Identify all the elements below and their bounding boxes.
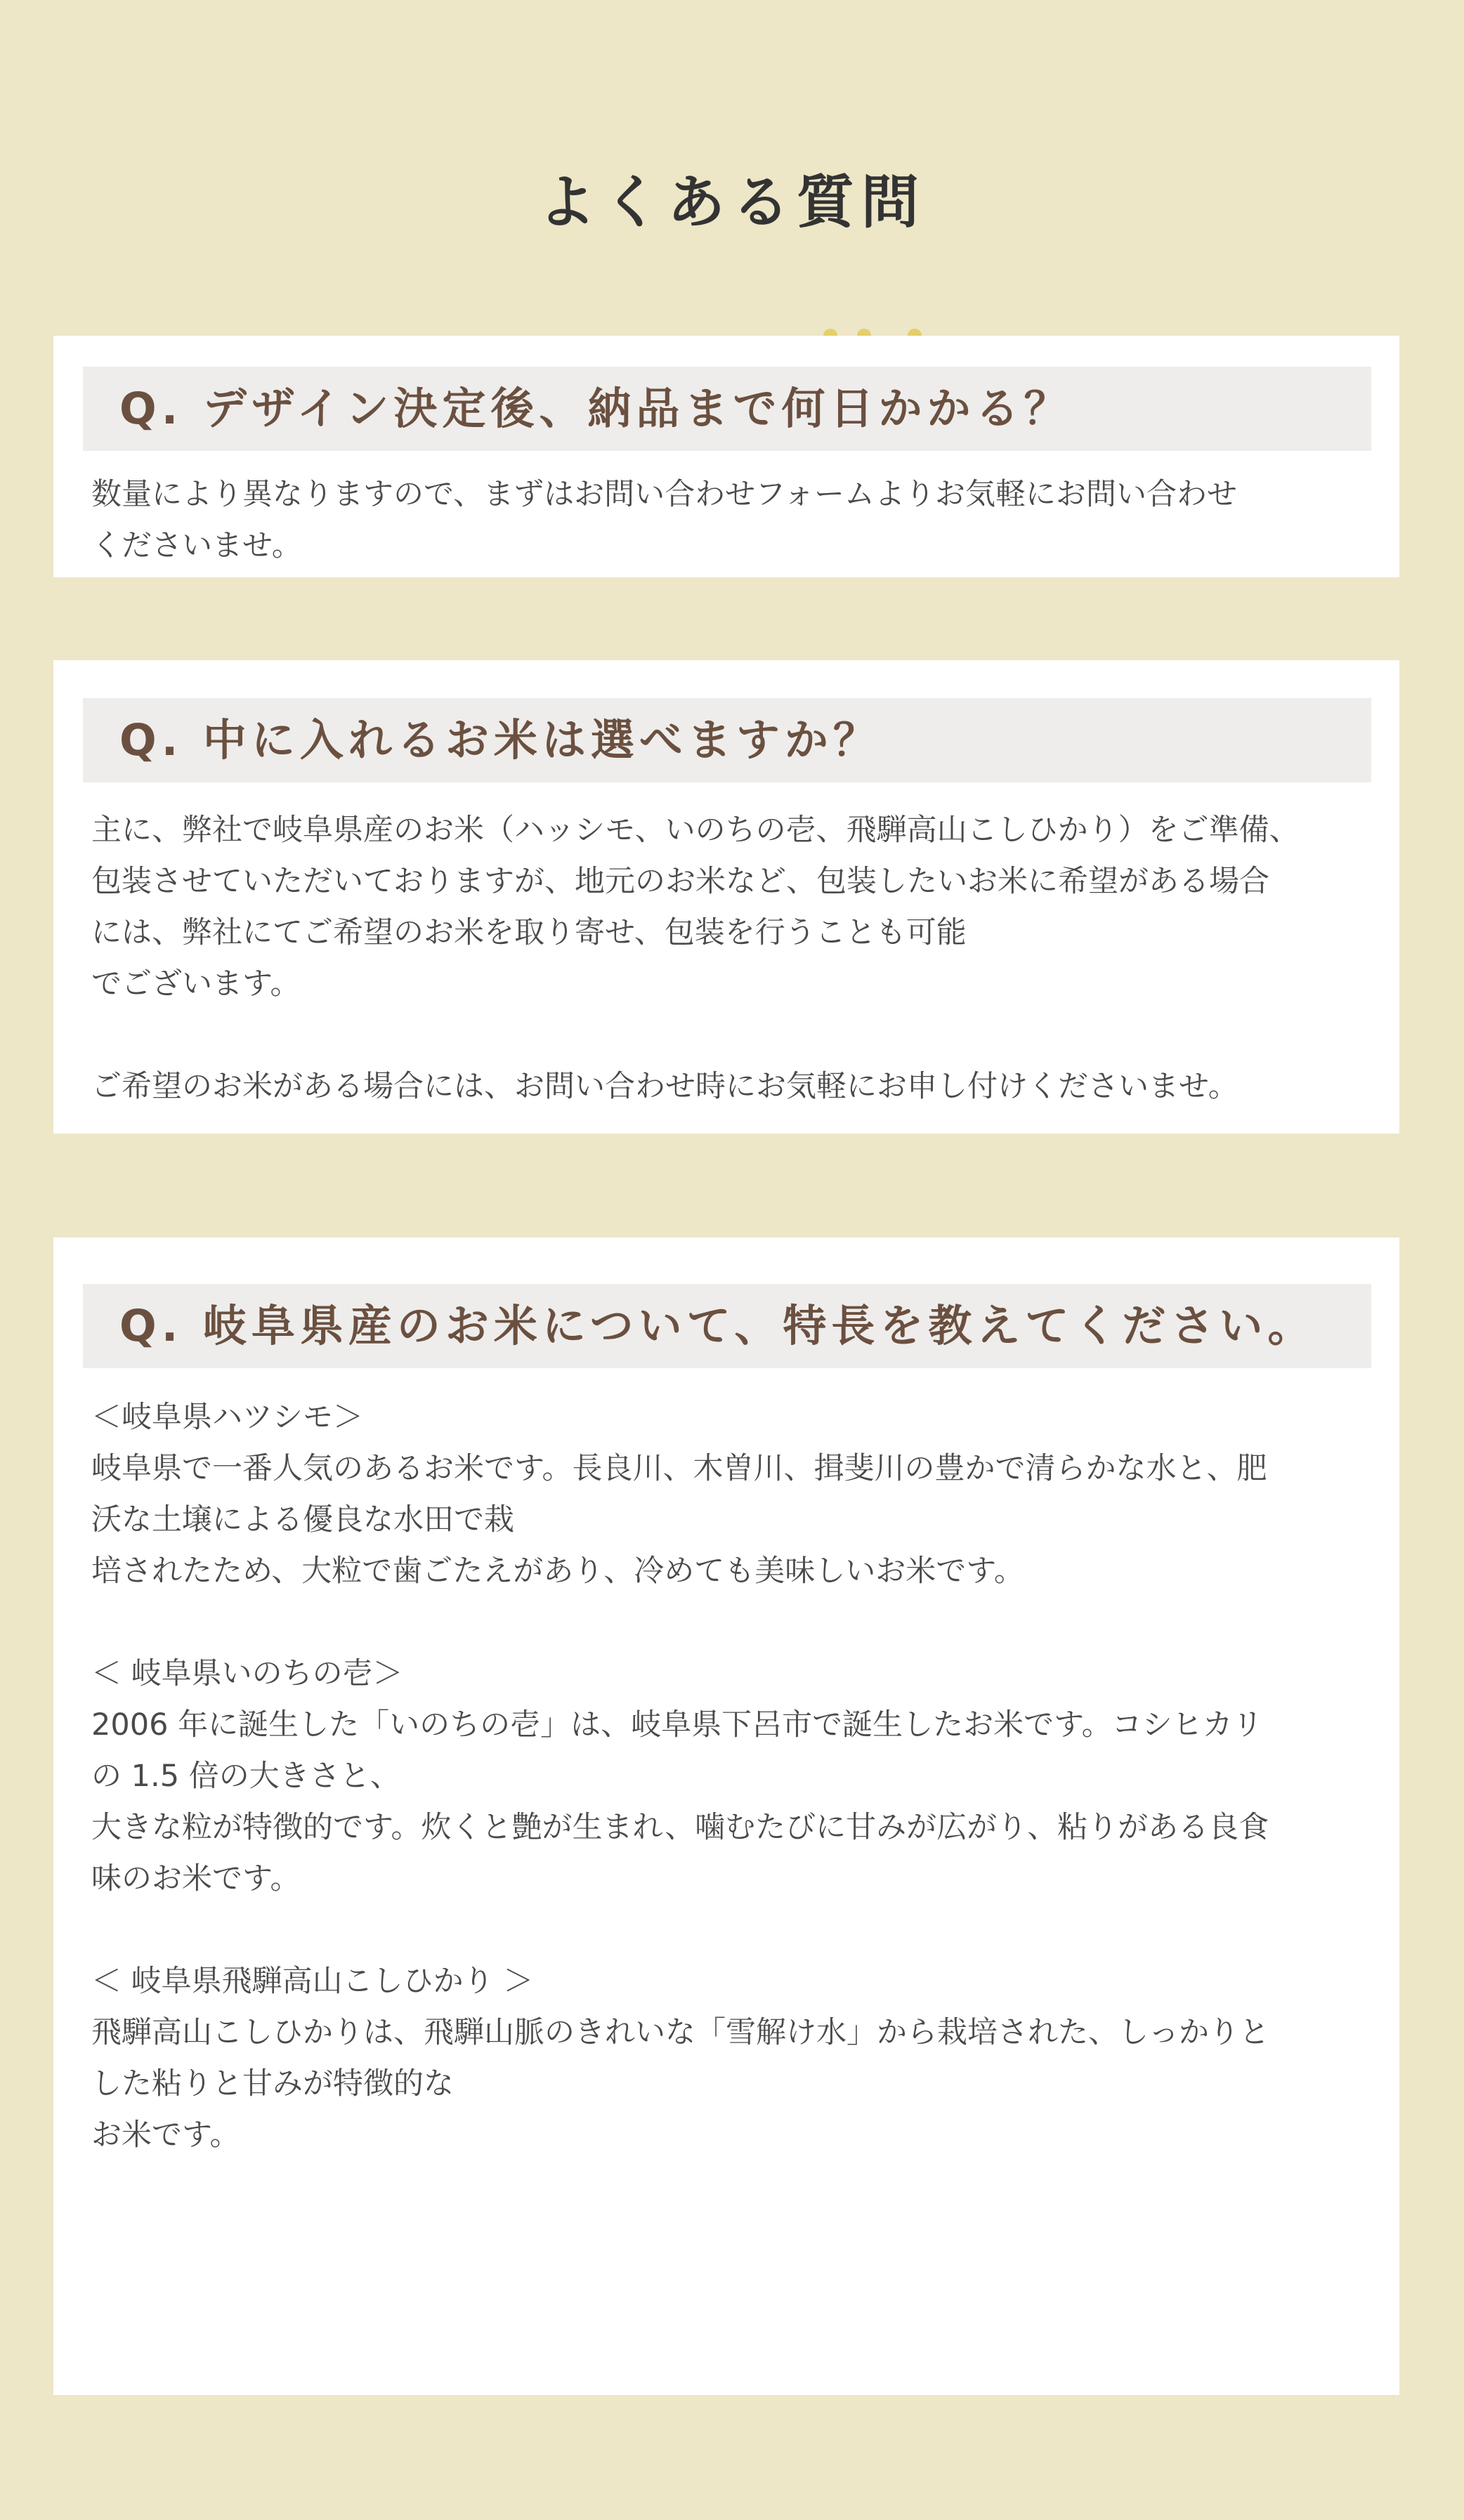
answer-text: [91, 1392, 1377, 2161]
answer-line: 飛騨高山こしひかりは、飛騨山脈のきれいな「雪解け水」から栽培された、しっかりと: [91, 2015, 1269, 2050]
answer-line: お米です。: [91, 2118, 240, 2153]
answer-line: 包装させていただいておりますが、地元のお米など、包装したいお米に希望がある場合: [91, 864, 1269, 899]
answer-spacer: [91, 1597, 1377, 1648]
answer-line: ＜ 岐阜県飛騨高山こしひかり ＞: [91, 1964, 534, 1999]
faq-card-1: [53, 336, 1399, 577]
question-bar[interactable]: [83, 698, 1371, 782]
question-text: Q. 中に入れるお米は選べますか？: [119, 714, 882, 766]
answer-line: 主に、弊社で岐阜県産のお米（ハッシモ、いのちの壱、飛騨高山こしひかり）をご準備、: [91, 813, 1300, 848]
answer-line: 培されたため、大粒で歯ごたえがあり、冷めても美味しいお米です。: [91, 1554, 1024, 1589]
answer-line: には、弊社にてご希望のお米を取り寄せ、包装を行うことも可能: [91, 915, 967, 950]
answer-line: 沃な土壌による優良な水田で栽: [91, 1502, 514, 1537]
answer-line: ＜岐阜県ハツシモ＞: [91, 1400, 363, 1435]
answer-line: 2006 年に誕生した「いのちの壱」は、岐阜県下呂市で誕生したお米です。コシヒカリ: [91, 1707, 1263, 1743]
answer-line: くださいませ。: [91, 528, 302, 563]
answer-line: 岐阜県で一番人気のあるお米です。長良川、木曽川、揖斐川の豊かで清らかな水と、肥: [91, 1451, 1267, 1486]
answer-line: でございます。: [91, 966, 301, 1002]
answer-text: [91, 469, 1377, 572]
question-bar[interactable]: [83, 1284, 1371, 1368]
page-title: よくある質問: [537, 168, 926, 236]
answer-line: ご希望のお米がある場合には、お問い合わせ時にお気軽にお申し付けくださいませ。: [91, 1069, 1238, 1104]
question-bar[interactable]: [83, 367, 1371, 451]
question-text: Q. 岐阜県産のお米について、特長を教えてください。: [119, 1300, 1316, 1351]
answer-spacer: [91, 1905, 1377, 1956]
answer-text: [91, 805, 1377, 1113]
answer-line: 大きな粒が特徴的です。炊くと艶が生まれ、噛むたびに甘みが広がり、粘りがある良食: [91, 1810, 1269, 1845]
answer-line: ＜ 岐阜県いのちの壱＞: [91, 1656, 403, 1691]
question-text: Q. デザイン決定後、納品まで何日かかる？: [119, 383, 1073, 434]
answer-line: 数量により異なりますので、まずはお問い合わせフォームよりお気軽にお問い合わせ: [91, 477, 1237, 512]
faq-card-2: [53, 660, 1399, 1134]
answer-line: の 1.5 倍の大きさと、: [91, 1759, 400, 1794]
faq-card-3: [53, 1238, 1399, 2395]
answer-line: した粘りと甘みが特徴的な: [91, 2066, 454, 2101]
answer-spacer: [91, 1010, 1377, 1061]
answer-line: 味のお米です。: [91, 1861, 301, 1896]
